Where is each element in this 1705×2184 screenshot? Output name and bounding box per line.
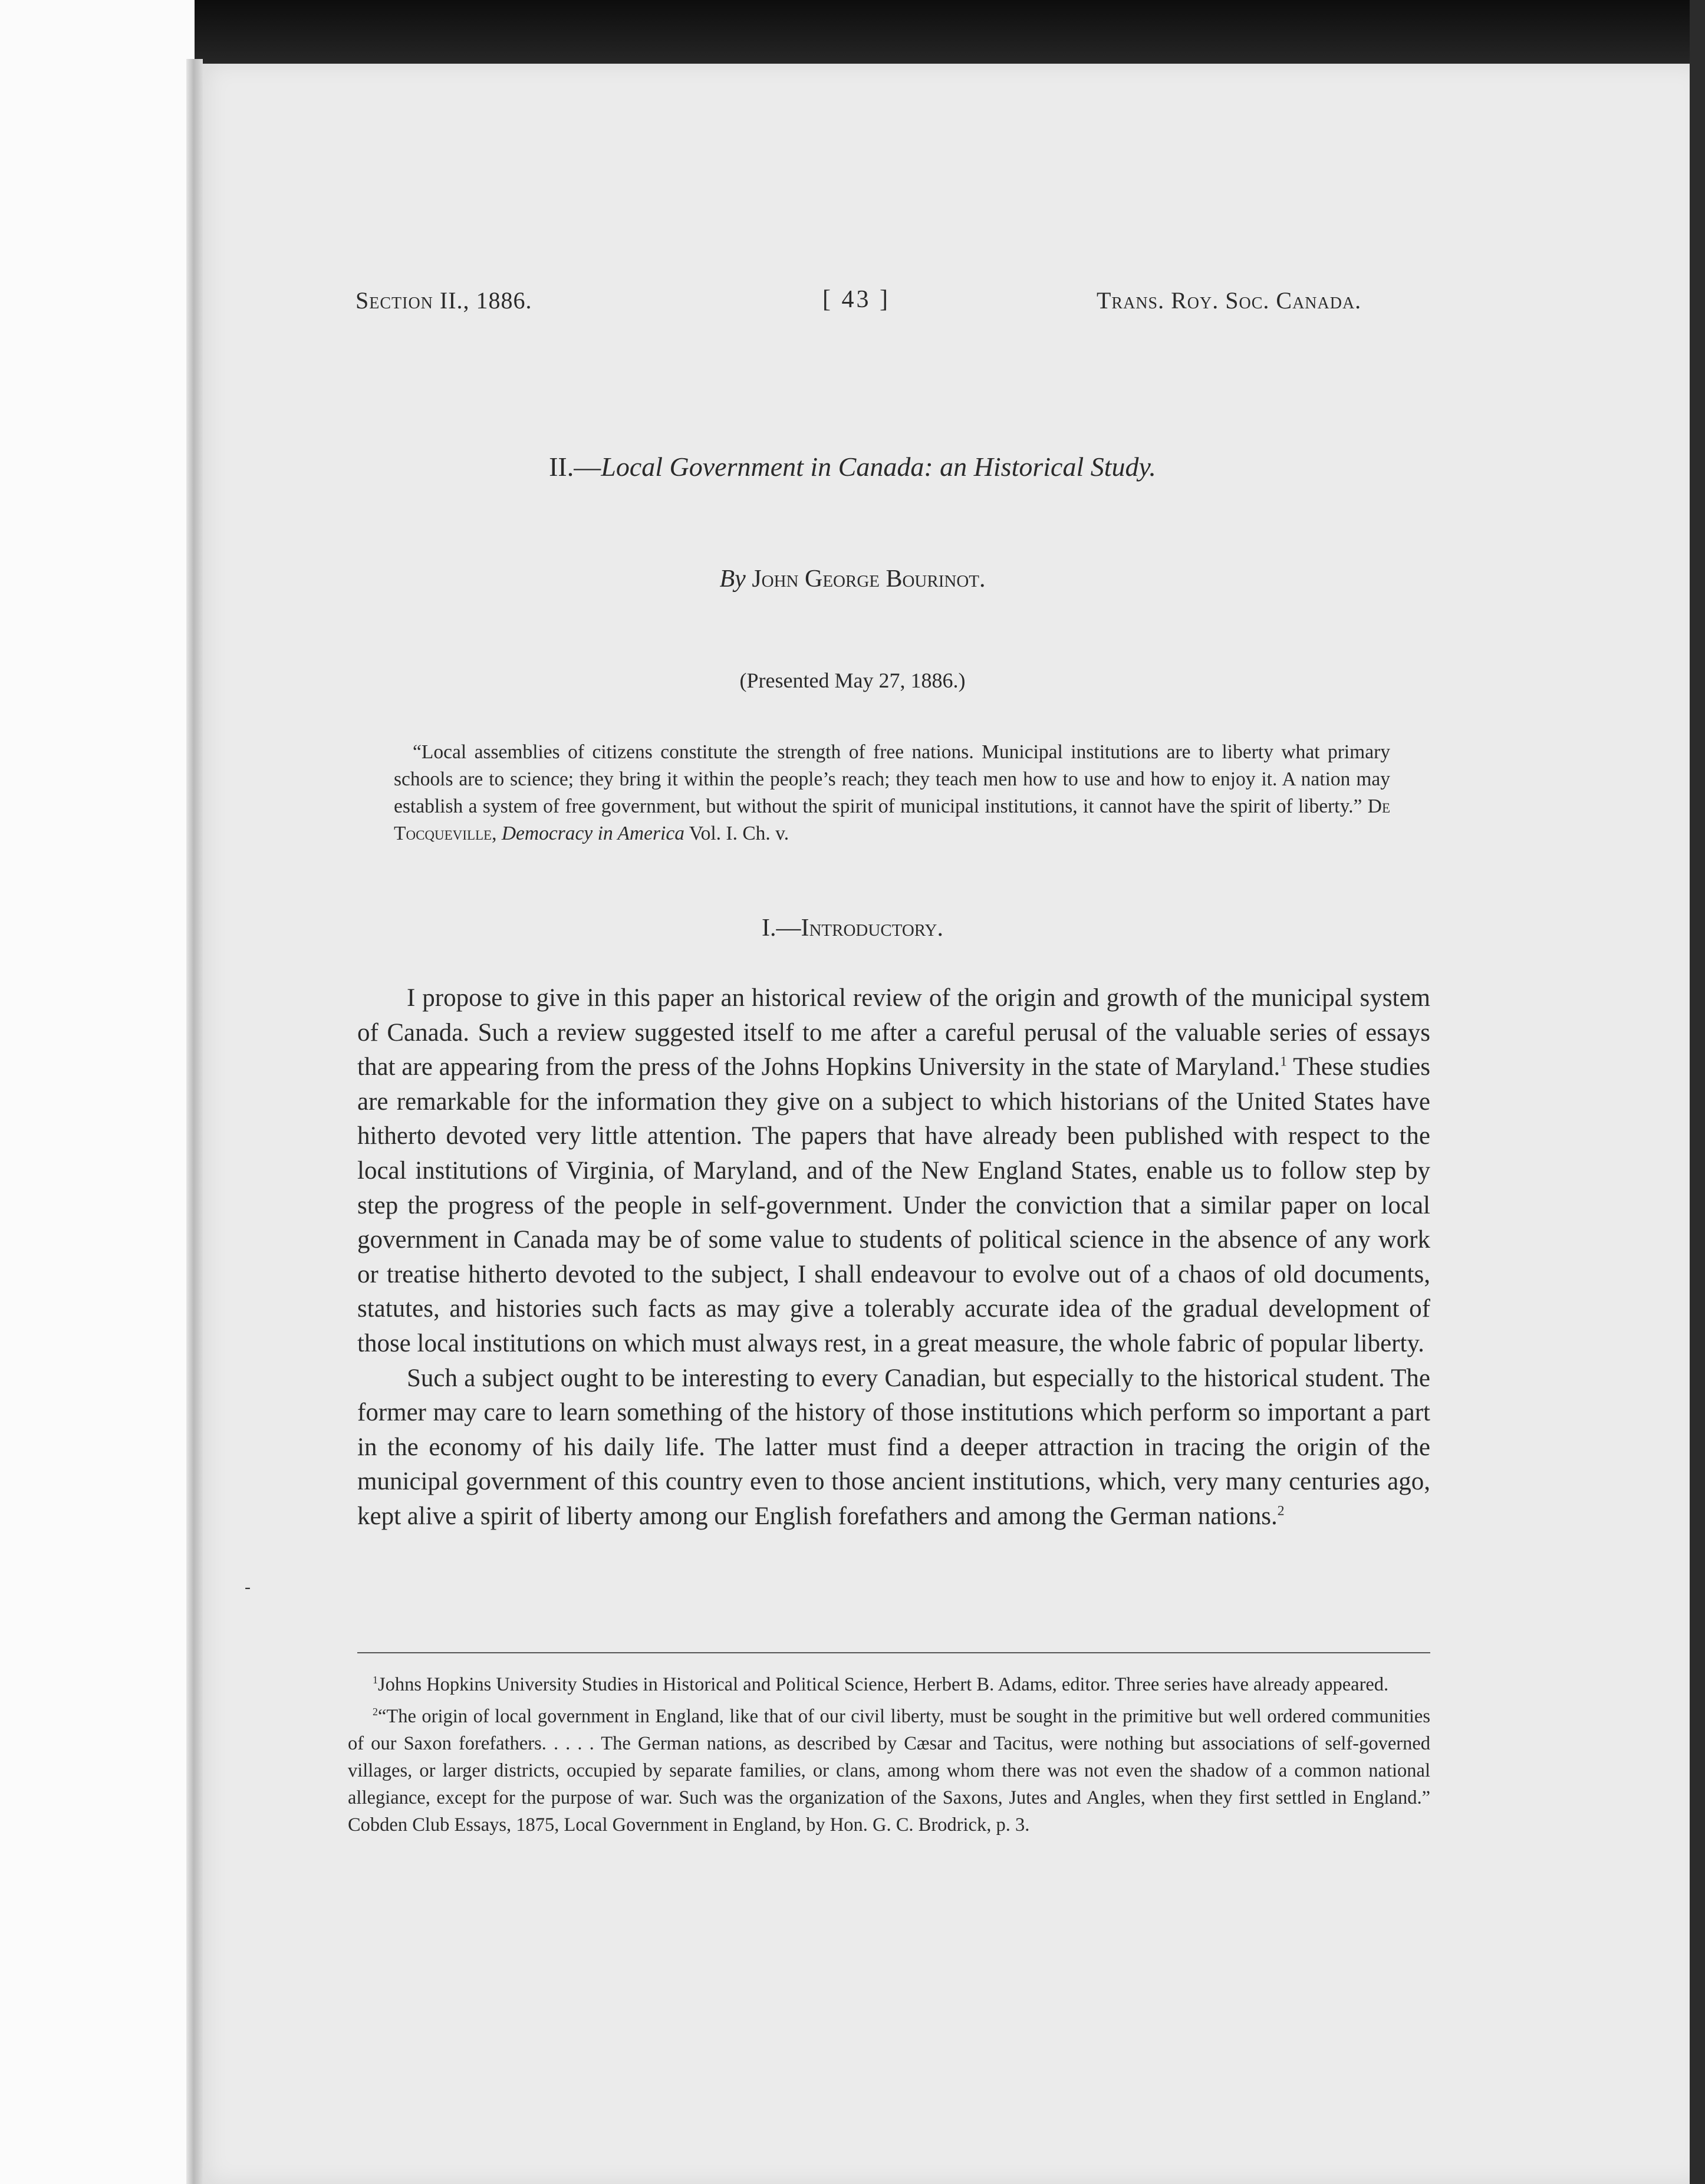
footnote-divider: [357, 1652, 1430, 1653]
epigraph-quote: “Local assemblies of citizens constitute the strength of free nations. Municipal institutions are to liberty what primary schools are to science; they bring it within the people’s reach; they teach men how to use and how to enjoy it. A nation may establish a system of free government, but without the spirit of municipal institutions, it cannot have the spirit of liberty.”: [394, 741, 1390, 817]
title-text: Local Government in Canada: an Historical Study.: [601, 452, 1156, 482]
footnote-text: Johns Hopkins University Studies in Historical and Political Science, Herbert B. Adams, editor. Three series have already appeared.: [377, 1674, 1389, 1695]
facing-page-margin: [0, 0, 195, 2184]
paragraph: [357, 1361, 1430, 1534]
section-heading: I.—Introductory.: [762, 915, 943, 942]
page-spine: [186, 59, 203, 2184]
running-header-journal: Trans. Roy. Soc. Canada.: [1097, 287, 1362, 314]
scan-border-right: [1690, 0, 1705, 2184]
article-title: [0, 451, 1705, 482]
paragraph-text: I propose to give in this paper an historical review of the origin and growth of the municipal system of Canada. Such a review suggested itself to me after a careful perusal of the valuable series of essays that are appearing from the press of the Johns Hopkins University in the state of Maryland.: [357, 984, 1430, 1081]
footnote-mark: 1: [373, 1674, 378, 1686]
footnote: [348, 1703, 1430, 1838]
byline: [0, 565, 1705, 593]
presented-date: (Presented May 27, 1886.): [739, 669, 966, 692]
title-numeral: II.—: [549, 452, 601, 482]
paragraph-text: These studies are remarkable for the information they give on a subject to which historians of the United States have hitherto devoted very little attention. The papers that have already been published with respect to the local institutions of Virginia, of Maryland, and of the New England States, enable us to follow step by step the progress of the people in self-government. Under the conviction that a similar paper on local government in Canada may be of some value to students of political science in the absence of any work or treatise hitherto devoted to the subject, I shall endeavour to evolve out of a chaos of old documents, statutes, and histories such facts as may give a tolerably accurate idea of the gradual development of those local institutions on which must always rest, in a great measure, the whole fabric of popular liberty.: [357, 1053, 1431, 1357]
page-number: [ 43 ]: [822, 286, 890, 313]
footnote-reference[interactable]: 1: [1280, 1054, 1288, 1070]
footnotes: [348, 1671, 1430, 1843]
footnote-reference[interactable]: 2: [1277, 1503, 1285, 1519]
footnote: [348, 1671, 1430, 1698]
author-name: John George Bourinot.: [752, 565, 986, 593]
scan-border-top: [0, 0, 1705, 65]
byline-by: By: [719, 565, 746, 593]
paragraph-text: Such a subject ought to be interesting to every Canadian, but especially to the historical student. The former may care to learn something of the history of those institutions which perform so important a part in the economy of his daily life. The latter must find a deeper attraction in tracing the origin of the municipal government of this country even to those ancient institutions, which, very many centuries ago, kept alive a spirit of liberty among our English forefathers and among the German nations.: [357, 1364, 1430, 1530]
paragraph: [357, 981, 1430, 1361]
running-header-section: Section II., 1886.: [356, 287, 532, 314]
footnote-mark: 2: [373, 1706, 378, 1718]
footnote-text: “The origin of local government in England, like that of our civil liberty, must be sought in the primitive but well ordered communities of our Saxon forefathers. . . . . The German nations, as described by Cæsar and Tacitus, were nothing but associations of self-governed villages, or larger districts, occupied by separate families, or clans, among whom there was not even the shadow of a common national allegiance, except for the purpose of war. Such was the organization of the Saxons, Jutes and Angles, when they first settled in England.” Cobden Club Essays, 1875, Local Government in England, by Hon. G. C. Brodrick, p. 3.: [348, 1706, 1430, 1836]
epigraph-reference: Vol. I. Ch. v.: [689, 823, 789, 844]
body-text: [357, 981, 1430, 1534]
epigraph: [394, 739, 1390, 847]
margin-mark: -: [245, 1577, 251, 1597]
epigraph-work: Democracy in America: [501, 823, 684, 844]
epigraph-author: De Tocqueville,: [394, 795, 1390, 844]
